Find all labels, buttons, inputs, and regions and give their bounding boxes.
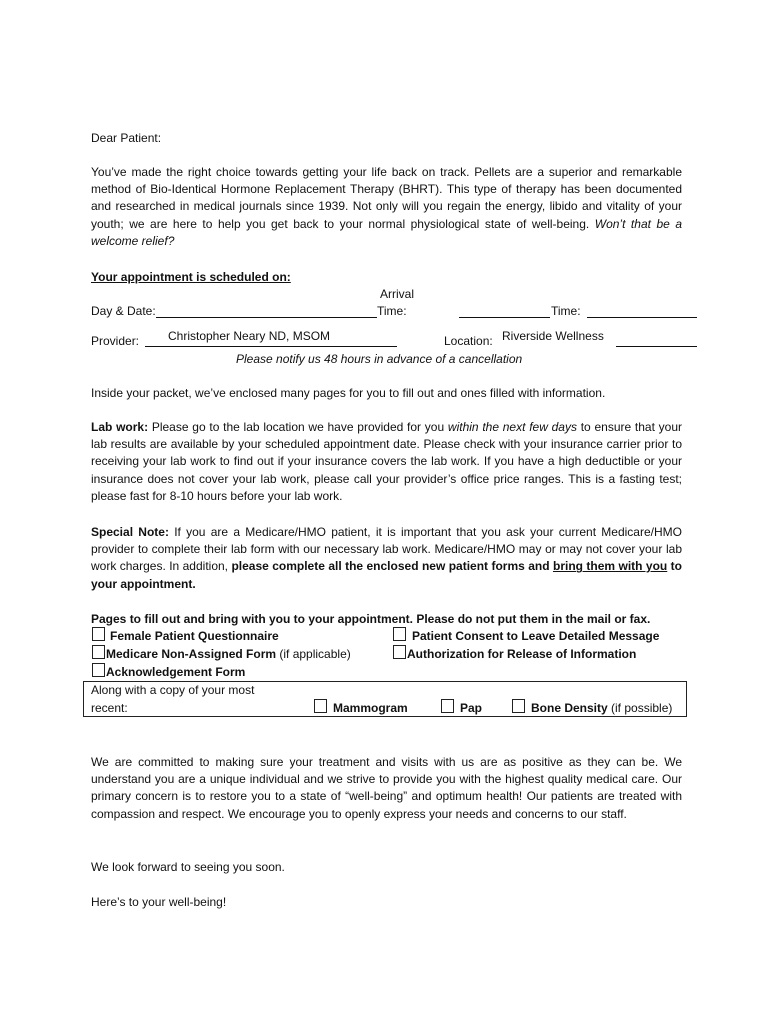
female-questionnaire-checkbox[interactable] (92, 627, 105, 641)
provider-field[interactable] (145, 346, 397, 347)
medicare-form-note: (if applicable) (276, 647, 351, 661)
intro-text: You’ve made the right choice towards getting your life back on track. Pellets are a superior and remarkable method of Bio-Identical Hormone Replacement Therapy (BHRT). This type of therapy has been documented and researched in medical journals since 1939. Not only will you regain the energy, libido and vitality of your youth; we are here to help you get back to your normal physiological state of well-being. (91, 165, 682, 231)
commitment-paragraph: We are committed to making sure your treatment and visits with us are as positive as they can be. We understand you are a unique individual and we strive to provide you with the highest quality medical care. Our primary concern is to restore you to a state of “well-being” and optimum health! Our patients are treated with compassion and respect. We encourage you to openly express your needs and concerns to our staff. (91, 755, 682, 821)
copies-label-1: Along with a copy of your most (91, 683, 255, 697)
location-label: Location: (444, 334, 493, 348)
special-text: If you are a Medicare/HMO patient, it is important that you ask your current Medicare/HMO provider to complete their lab form with our necessary lab work. Medicare/HMO may or may not cover your lab work charges. In addition, (91, 525, 682, 574)
cancellation-notice: Please notify us 48 hours in advance of a cancellation (236, 352, 523, 366)
acknowledgement-checkbox[interactable] (92, 663, 105, 677)
bone-density-label (531, 701, 672, 715)
bone-density-name: Bone Density (531, 701, 608, 715)
appointment-heading: Your appointment is scheduled on: (91, 270, 291, 284)
intro-paragraph (91, 164, 682, 250)
special-label: Special Note: (91, 525, 169, 539)
location-field[interactable] (616, 346, 697, 347)
time-label: Time: (551, 304, 581, 318)
provider-value: Christopher Neary ND, MSOM (168, 329, 331, 343)
special-bold-underline: bring them with you (552, 559, 668, 574)
day-date-label: Day & Date: (91, 304, 156, 318)
special-note-paragraph (91, 524, 682, 593)
arrival-time-label: Time: (377, 304, 407, 318)
consent-message-label: Patient Consent to Leave Detailed Message (412, 629, 660, 643)
pap-label: Pap (460, 701, 483, 715)
special-bold-a: please complete all the enclosed new patient forms and (231, 559, 553, 574)
authorization-checkbox[interactable] (393, 645, 406, 659)
look-forward-text: We look forward to seeing you soon. (91, 860, 285, 874)
lab-italic: within the next few days (447, 420, 577, 434)
bone-density-checkbox[interactable] (512, 699, 525, 713)
intro-italic: Won’t that be a welcome relief? (91, 216, 682, 248)
consent-message-checkbox[interactable] (393, 627, 406, 641)
female-questionnaire-label: Female Patient Questionnaire (110, 629, 279, 643)
location-value: Riverside Wellness (502, 329, 604, 343)
pap-checkbox[interactable] (441, 699, 454, 713)
lab-text-b: to ensure that your lab results are available by your scheduled appointment date. Please check with your insurance carrier prior to receiving your lab work to find out if your insurance covers the lab work. If you have a high deductible or your insurance does not cover your lab work, please call your provider’s office price ranges. This is a fasting test; please fast for 8-10 hours before your lab work. (91, 420, 683, 503)
pages-heading: Pages to fill out and bring with you to your appointment. Please do not put them in the mail or fax. (91, 612, 651, 626)
acknowledgement-label: Acknowledgement Form (106, 665, 246, 679)
greeting: Dear Patient: (91, 131, 162, 145)
arrival-label: Arrival (380, 287, 415, 301)
medicare-form-name: Medicare Non-Assigned Form (106, 647, 277, 661)
packet-text: Inside your packet, we’ve enclosed many pages for you to fill out and ones filled with information. (91, 386, 606, 400)
mammogram-checkbox[interactable] (314, 699, 327, 713)
authorization-label: Authorization for Release of Information (407, 647, 637, 661)
provider-label: Provider: (91, 334, 140, 348)
copies-label-2: recent: (91, 701, 128, 715)
day-date-field[interactable] (156, 317, 377, 318)
arrival-time-field[interactable] (459, 317, 550, 318)
time-field[interactable] (587, 317, 697, 318)
special-bold-b: to your appointment. (91, 559, 682, 591)
closing-text: Here’s to your well-being! (91, 895, 227, 909)
lab-label: Lab work: (91, 420, 149, 434)
lab-paragraph (91, 419, 682, 505)
medicare-form-checkbox[interactable] (92, 645, 105, 659)
bone-density-note: (if possible) (607, 701, 673, 715)
medicare-form-label (106, 647, 351, 661)
mammogram-label: Mammogram (333, 701, 408, 715)
lab-text-a: Please go to the lab location we have provided for you (148, 420, 448, 434)
